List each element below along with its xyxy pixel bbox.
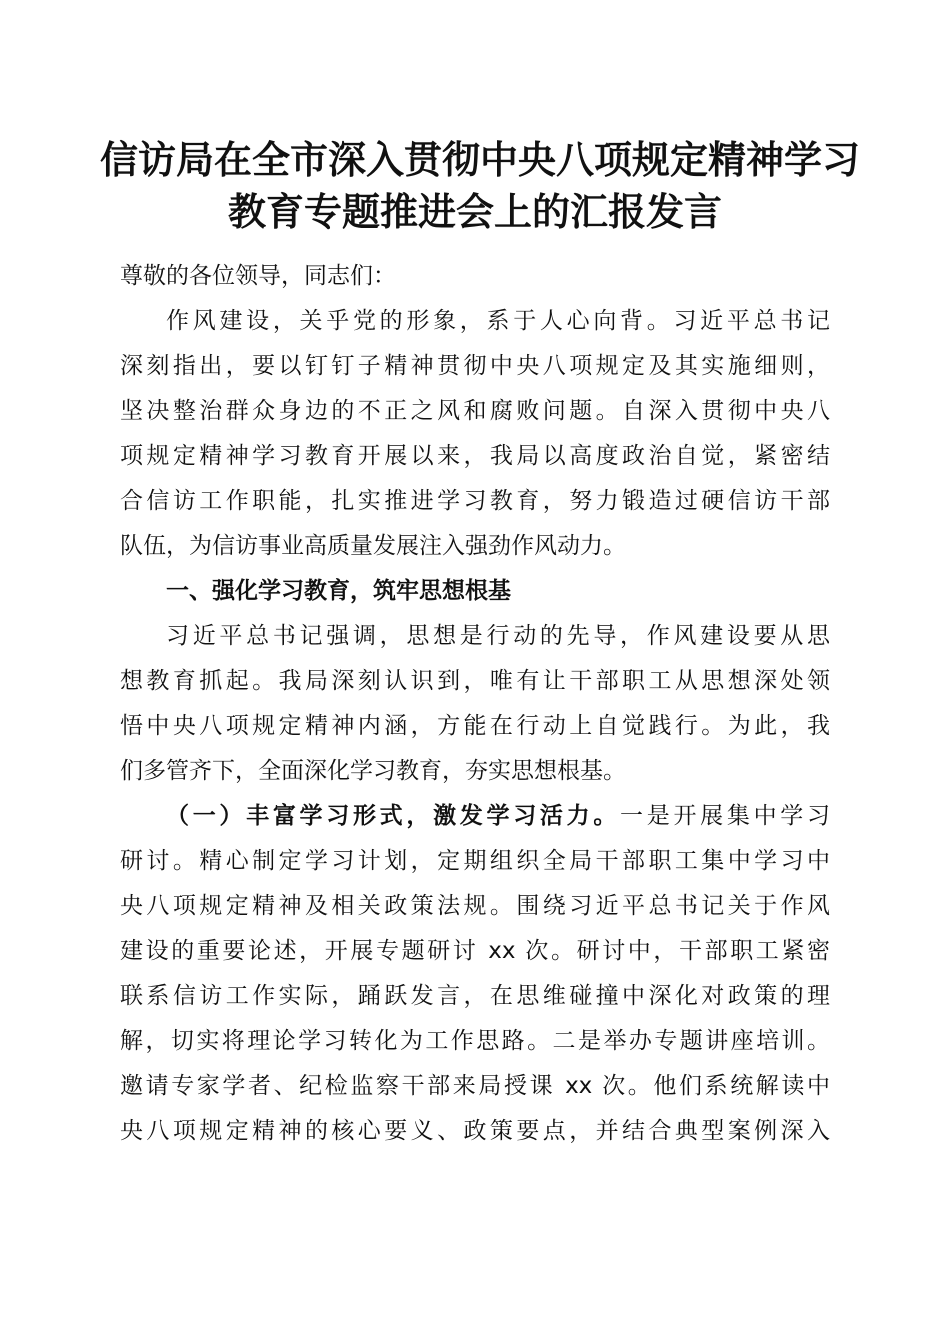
subsection-1-paragraph — [120, 794, 830, 1154]
subsection-1-lead: 一是开展集中学习 — [620, 803, 831, 829]
paragraph-line: 们多管齐下，全面深化学习教育，夯实思想根基。 — [120, 758, 626, 784]
paragraph-line: 深刻指出，要以钉钉子精神贯彻中央八项规定及其实施细则， — [120, 353, 830, 379]
paragraph-line: 项规定精神学习教育开展以来，我局以高度政治自觉，紧密结 — [120, 443, 830, 469]
paragraph-line: 央八项规定精神的核心要义、政策要点，并结合典型案例深入 — [120, 1118, 830, 1144]
subsection-1-heading: （一）丰富学习形式，激发学习活力。 — [166, 803, 621, 829]
paragraph-line: 作风建设，关乎党的形象，系于人心向背。习近平总书记 — [166, 308, 830, 334]
paragraph-line: 建设的重要论述，开展专题研讨 xx 次。研讨中，干部职工紧密 — [120, 938, 830, 964]
paragraph-line: 悟中央八项规定精神内涵，方能在行动上自觉践行。为此，我 — [120, 713, 830, 739]
intro-paragraph — [120, 299, 830, 569]
paragraph-line: 央八项规定精神及相关政策法规。围绕习近平总书记关于作风 — [120, 893, 830, 919]
document-title — [100, 134, 861, 238]
paragraph-line: 队伍，为信访事业高质量发展注入强劲作风动力。 — [120, 533, 626, 559]
paragraph-line: 坚决整治群众身边的不正之风和腐败问题。自深入贯彻中央八 — [120, 398, 830, 424]
paragraph-line: 联系信访工作实际，踊跃发言，在思维碰撞中深化对政策的理 — [120, 983, 830, 1009]
paragraph-line: 邀请专家学者、纪检监察干部来局授课 xx 次。他们系统解读中 — [120, 1073, 830, 1099]
title-line-1: 信访局在全市深入贯彻中央八项规定精神学习 — [100, 137, 861, 182]
paragraph-line-first — [120, 794, 830, 839]
section-1-paragraph — [120, 614, 830, 794]
paragraph-line: 解，切实将理论学习转化为工作思路。二是举办专题讲座培训。 — [120, 1028, 830, 1054]
paragraph-line: 合信访工作职能，扎实推进学习教育，努力锻造过硬信访干部 — [120, 488, 830, 514]
salutation: 尊敬的各位领导，同志们： — [120, 263, 396, 289]
paragraph-line: 研讨。精心制定学习计划，定期组织全局干部职工集中学习中 — [120, 848, 830, 874]
title-line-2: 教育专题推进会上的汇报发言 — [227, 189, 722, 234]
paragraph-line: 习近平总书记强调，思想是行动的先导，作风建设要从思 — [166, 623, 830, 649]
paragraph-line: 想教育抓起。我局深刻认识到，唯有让干部职工从思想深处领 — [120, 668, 830, 694]
document-body — [120, 254, 830, 1154]
section-1-heading: 一、强化学习教育，筑牢思想根基 — [166, 578, 511, 604]
